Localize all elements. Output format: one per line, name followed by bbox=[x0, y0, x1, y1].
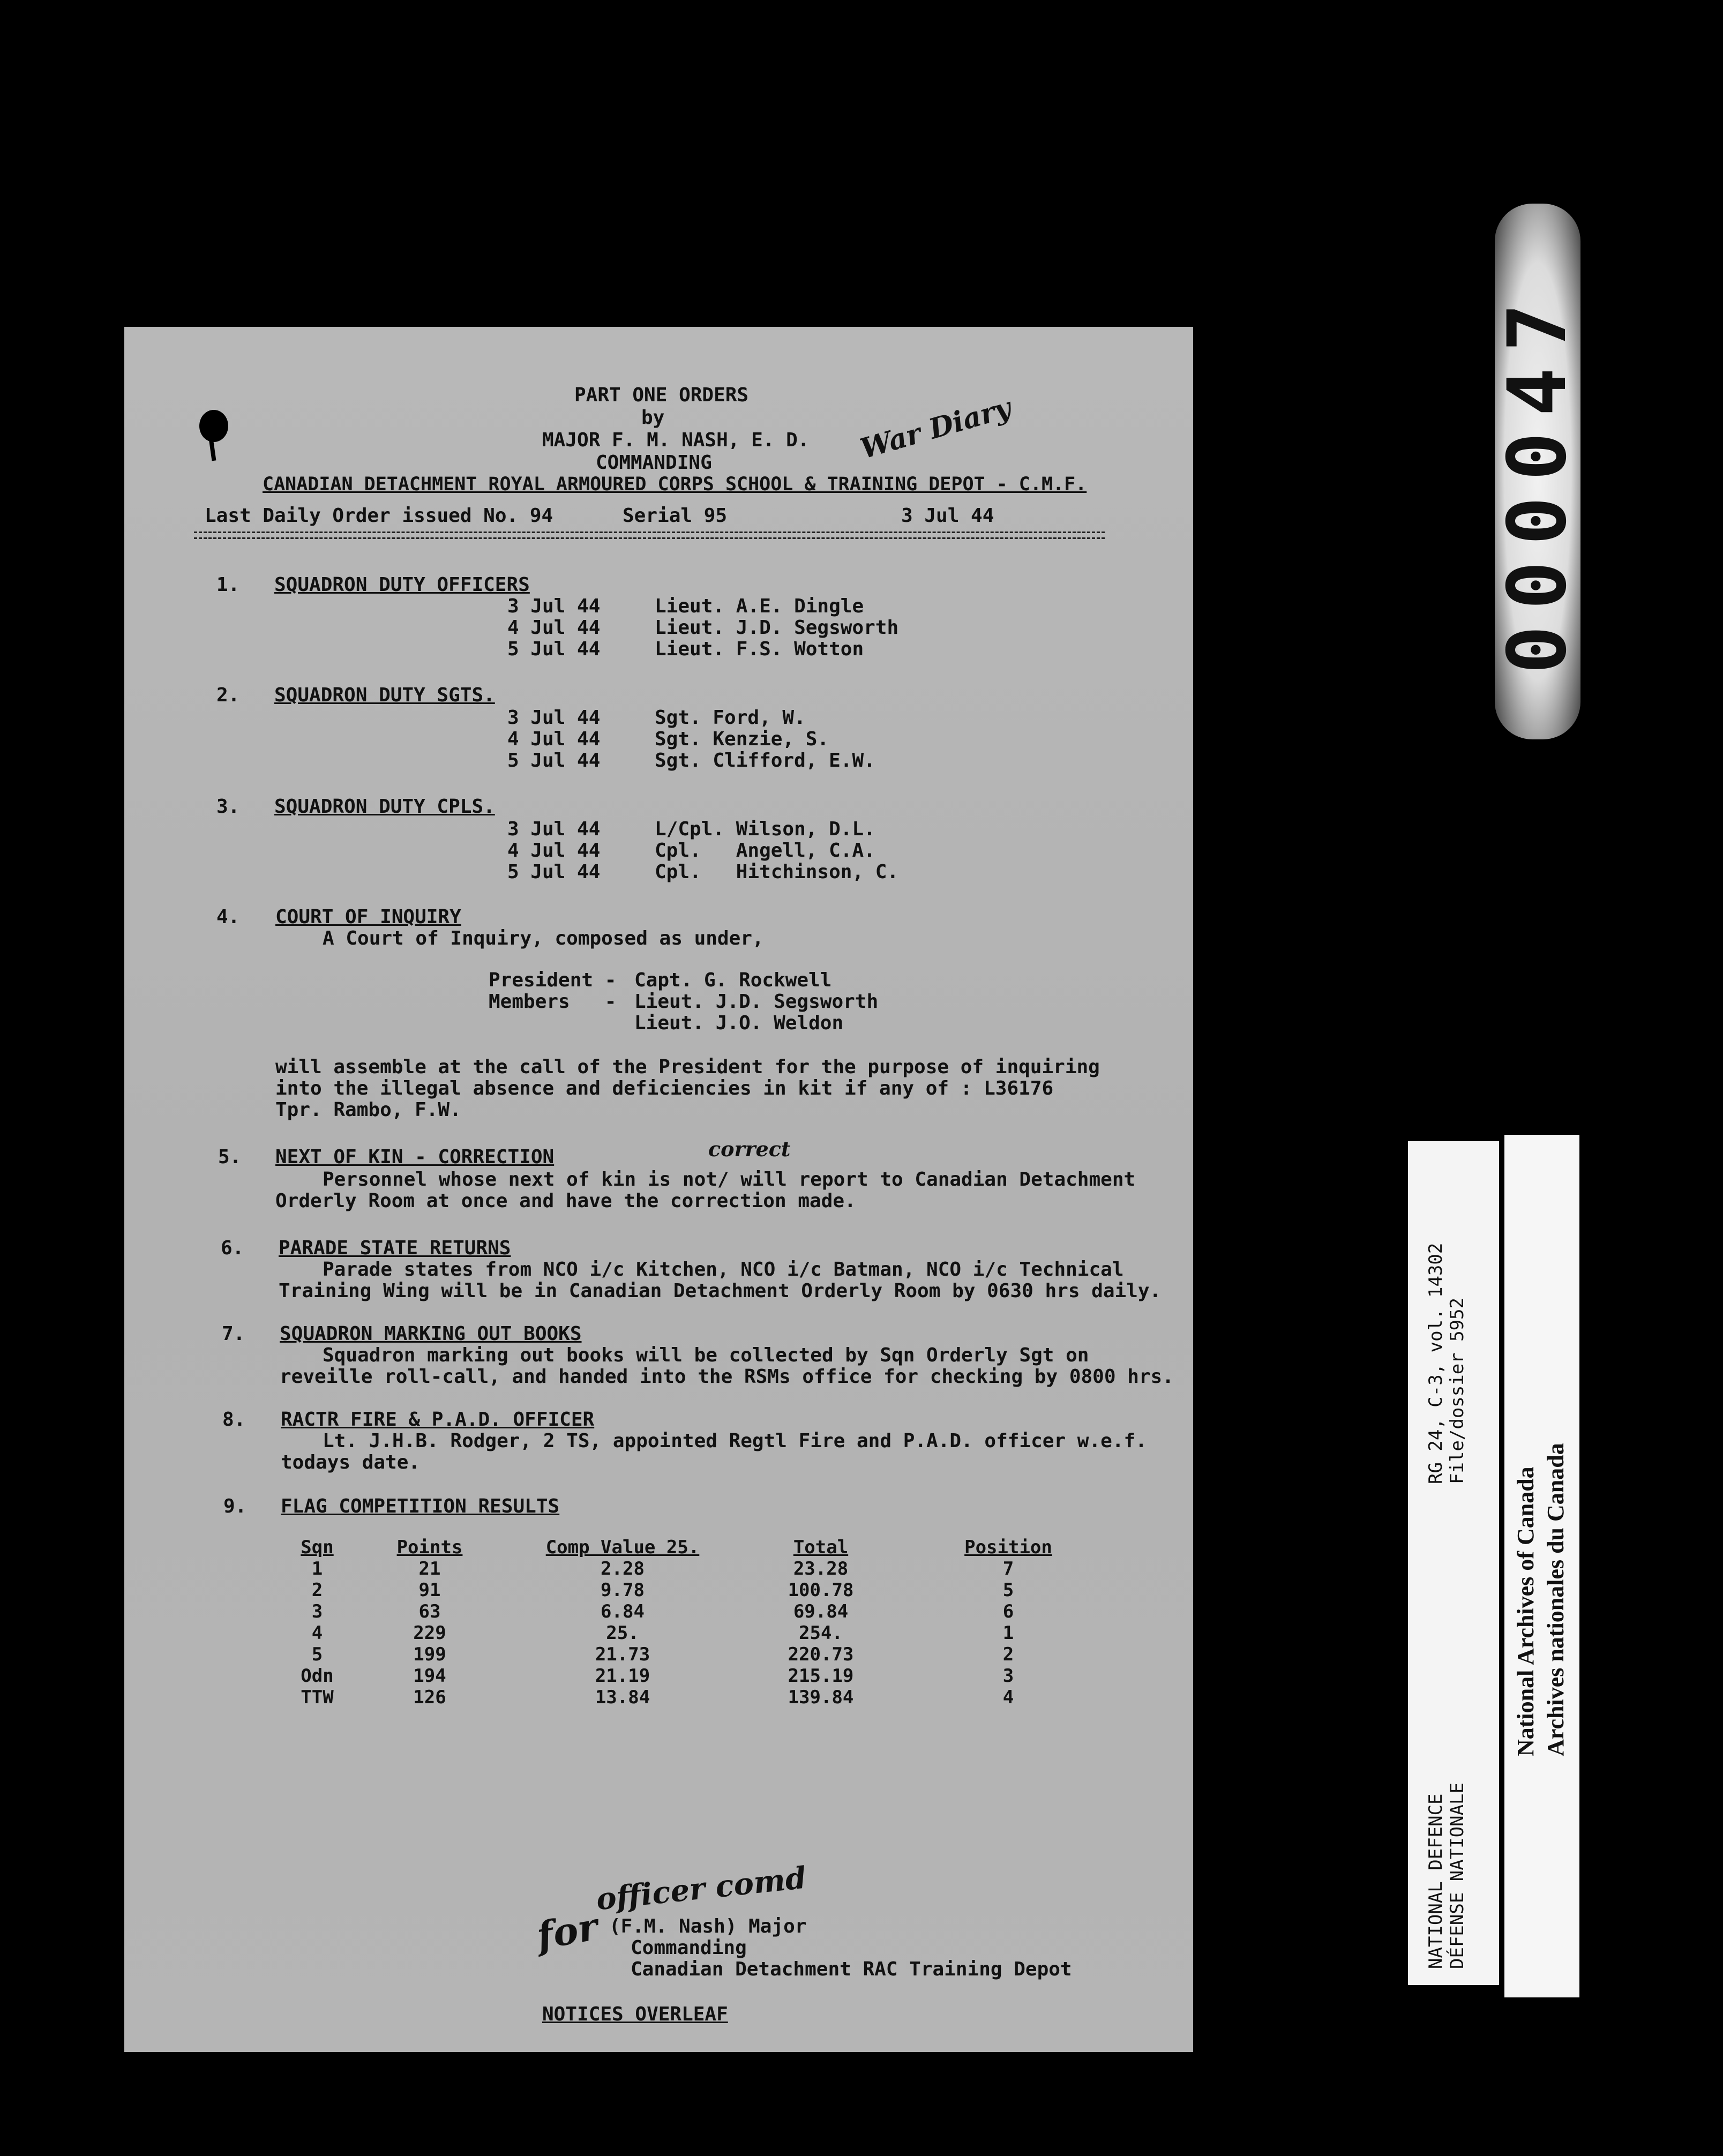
signature-for: for bbox=[533, 1904, 601, 1959]
table-cell: 199 bbox=[413, 1644, 446, 1665]
paragraph-text: Squadron marking out books will be collected by Sqn Orderly Sgt on bbox=[323, 1344, 1089, 1366]
frame-number: 000047 bbox=[1491, 287, 1584, 674]
serial: Serial 95 bbox=[623, 505, 728, 527]
table-cell: 13.84 bbox=[595, 1687, 650, 1708]
roster-date: 4 Jul 44 bbox=[507, 728, 601, 750]
roster-name: Lieut. J.D. Segsworth bbox=[655, 617, 899, 639]
archives-name-fr: Archives nationales du Canada bbox=[1542, 1443, 1569, 1756]
signatory: (F.M. Nash) Major bbox=[609, 1915, 807, 1937]
table-cell: TTW bbox=[301, 1687, 334, 1708]
table-cell: 4 bbox=[311, 1622, 323, 1644]
table-cell: 7 bbox=[1002, 1558, 1014, 1579]
table-cell: 6.84 bbox=[601, 1601, 645, 1622]
column-header: Comp Value 25. bbox=[545, 1537, 700, 1558]
doc-title: PART ONE ORDERS bbox=[574, 384, 749, 406]
signatory-role: Commanding bbox=[631, 1937, 747, 1959]
last-order: Last Daily Order issued No. 94 bbox=[205, 505, 553, 527]
paragraph-text: Training Wing will be in Canadian Detachment Orderly Room by 0630 hrs daily. bbox=[279, 1280, 1162, 1302]
board-member: Lieut. J.D. Segsworth bbox=[634, 991, 879, 1013]
column-header: Position bbox=[964, 1537, 1052, 1558]
archives-name-en: National Archives of Canada bbox=[1512, 1466, 1539, 1756]
table-row bbox=[280, 1665, 1115, 1687]
item-number: 6. bbox=[221, 1237, 244, 1259]
table-cell: 100.78 bbox=[788, 1579, 854, 1601]
dept-en: NATIONAL DEFENCE bbox=[1425, 1793, 1447, 1969]
table-cell: 5 bbox=[1002, 1579, 1014, 1601]
item-title: SQUADRON MARKING OUT BOOKS bbox=[280, 1323, 582, 1345]
table-cell: 2 bbox=[311, 1579, 323, 1601]
table-cell: 21 bbox=[418, 1558, 441, 1579]
item-number: 2. bbox=[216, 684, 240, 706]
handwritten-note: War Diary bbox=[857, 391, 1015, 466]
table-cell: 23.28 bbox=[793, 1558, 849, 1579]
roster-name: Sgt. Kenzie, S. bbox=[655, 728, 829, 750]
roster-name: Lieut. F.S. Wotton bbox=[655, 638, 864, 660]
board-member: Capt. G. Rockwell bbox=[634, 969, 832, 991]
table-cell: 63 bbox=[418, 1601, 441, 1622]
paragraph-text: Personnel whose next of kin is not/ will report to Canadian Detachment bbox=[323, 1169, 1136, 1191]
roster-date: 5 Jul 44 bbox=[507, 638, 601, 660]
roster-name: Cpl. Angell, C.A. bbox=[655, 840, 875, 862]
table-row bbox=[280, 1579, 1115, 1601]
table-cell: 139.84 bbox=[788, 1687, 854, 1708]
roster-date: 3 Jul 44 bbox=[507, 595, 601, 617]
doc-by: by bbox=[641, 407, 665, 429]
handwritten-insert: correct bbox=[708, 1137, 791, 1161]
separator-line bbox=[194, 531, 1105, 539]
paragraph-text: Parade states from NCO i/c Kitchen, NCO i/c Batman, NCO i/c Technical bbox=[323, 1259, 1124, 1281]
footer-note: NOTICES OVERLEAF bbox=[542, 2003, 728, 2025]
paragraph-text: reveille roll-call, and handed into the RSMs office for checking by 0800 hrs. bbox=[280, 1366, 1174, 1388]
table-cell: 25. bbox=[606, 1622, 639, 1644]
frame-number-strip bbox=[1491, 204, 1584, 739]
table-cell: Odn bbox=[301, 1665, 334, 1687]
table-header-row bbox=[280, 1537, 1115, 1558]
doc-unit: CANADIAN DETACHMENT ROYAL ARMOURED CORPS SCHOOL & TRAINING DEPOT - C.M.F. bbox=[263, 474, 1087, 495]
document-page bbox=[124, 327, 1193, 2052]
table-cell: 1 bbox=[1002, 1622, 1014, 1644]
paragraph-text: A Court of Inquiry, composed as under, bbox=[323, 927, 764, 949]
roster-name: Sgt. Clifford, E.W. bbox=[655, 750, 875, 772]
item-number: 7. bbox=[222, 1323, 245, 1345]
table-cell: 229 bbox=[413, 1622, 446, 1644]
paragraph-text: will assemble at the call of the President for the purpose of inquiring bbox=[275, 1056, 1100, 1078]
table-cell: 5 bbox=[311, 1644, 323, 1665]
table-cell: 254. bbox=[799, 1622, 843, 1644]
table-cell: 4 bbox=[1002, 1687, 1014, 1708]
signatory-unit: Canadian Detachment RAC Training Depot bbox=[631, 1958, 1072, 1980]
item-title: SQUADRON DUTY OFFICERS bbox=[274, 574, 530, 596]
paragraph-text: Tpr. Rambo, F.W. bbox=[275, 1099, 461, 1121]
item-number: 9. bbox=[223, 1495, 247, 1517]
board-label: Members - bbox=[489, 991, 617, 1013]
item-number: 3. bbox=[216, 796, 240, 818]
roster-date: 4 Jul 44 bbox=[507, 840, 601, 862]
paragraph-text: into the illegal absence and deficiencies in kit if any of : L36176 bbox=[275, 1077, 1054, 1099]
table-row bbox=[280, 1558, 1115, 1579]
order-date: 3 Jul 44 bbox=[901, 505, 994, 527]
table-row bbox=[280, 1687, 1115, 1708]
table-cell: 3 bbox=[1002, 1665, 1014, 1687]
item-number: 8. bbox=[222, 1409, 246, 1431]
signature-scrawl: officer comd bbox=[594, 1860, 808, 1918]
roster-name: Sgt. Ford, W. bbox=[655, 707, 806, 729]
roster-date: 5 Jul 44 bbox=[507, 861, 601, 883]
roster-name: L/Cpl. Wilson, D.L. bbox=[655, 818, 875, 840]
archive-reference-label bbox=[1408, 1141, 1499, 1985]
item-number: 5. bbox=[218, 1146, 242, 1168]
roster-date: 3 Jul 44 bbox=[507, 818, 601, 840]
item-number: 4. bbox=[216, 906, 240, 928]
table-cell: 91 bbox=[418, 1579, 441, 1601]
item-title: SQUADRON DUTY CPLS. bbox=[274, 796, 495, 818]
item-number: 1. bbox=[216, 574, 240, 596]
roster-date: 4 Jul 44 bbox=[507, 617, 601, 639]
paragraph-text: Orderly Room at once and have the correction made. bbox=[275, 1190, 856, 1212]
flag-results-table bbox=[280, 1537, 1115, 1708]
table-row bbox=[280, 1644, 1115, 1665]
paragraph-text: Lt. J.H.B. Rodger, 2 TS, appointed Regtl Fire and P.A.D. officer w.e.f. bbox=[323, 1430, 1147, 1452]
archive-ref-1: RG 24, C-3, vol. 14302 bbox=[1425, 1242, 1447, 1484]
board-member: Lieut. J.O. Weldon bbox=[634, 1012, 844, 1034]
item-title: SQUADRON DUTY SGTS. bbox=[274, 684, 495, 706]
table-row bbox=[280, 1601, 1115, 1622]
doc-commanding: COMMANDING bbox=[596, 452, 712, 474]
paragraph-text: todays date. bbox=[281, 1451, 421, 1473]
table-cell: 21.73 bbox=[595, 1644, 650, 1665]
ink-blot bbox=[199, 410, 228, 442]
table-row bbox=[280, 1622, 1115, 1644]
column-header: Sqn bbox=[301, 1537, 334, 1558]
item-title: FLAG COMPETITION RESULTS bbox=[281, 1495, 560, 1517]
item-title: PARADE STATE RETURNS bbox=[279, 1237, 511, 1259]
table-cell: 21.19 bbox=[595, 1665, 650, 1687]
dept-fr: DÉFENSE NATIONALE bbox=[1447, 1783, 1468, 1969]
roster-name: Lieut. A.E. Dingle bbox=[655, 595, 864, 617]
table-cell: 1 bbox=[311, 1558, 323, 1579]
table-cell: 6 bbox=[1002, 1601, 1014, 1622]
table-cell: 220.73 bbox=[788, 1644, 854, 1665]
roster-name: Cpl. Hitchinson, C. bbox=[655, 861, 899, 883]
roster-date: 5 Jul 44 bbox=[507, 750, 601, 772]
column-header: Points bbox=[396, 1537, 463, 1558]
national-archives-label bbox=[1504, 1135, 1579, 1997]
table-cell: 126 bbox=[413, 1687, 446, 1708]
table-cell: 69.84 bbox=[793, 1601, 849, 1622]
item-title: NEXT OF KIN - CORRECTION bbox=[275, 1146, 555, 1168]
table-cell: 9.78 bbox=[601, 1579, 645, 1601]
archive-ref-2: File/dossier 5952 bbox=[1447, 1298, 1468, 1484]
roster-date: 3 Jul 44 bbox=[507, 707, 601, 729]
doc-author: MAJOR F. M. NASH, E. D. bbox=[542, 429, 810, 451]
table-cell: 2 bbox=[1002, 1644, 1014, 1665]
table-cell: 194 bbox=[413, 1665, 446, 1687]
board-label: President - bbox=[489, 969, 617, 991]
table-cell: 3 bbox=[311, 1601, 323, 1622]
table-cell: 215.19 bbox=[788, 1665, 854, 1687]
table-cell: 2.28 bbox=[601, 1558, 645, 1579]
item-title: COURT OF INQUIRY bbox=[275, 906, 461, 928]
item-title: RACTR FIRE & P.A.D. OFFICER bbox=[281, 1409, 595, 1431]
column-header: Total bbox=[793, 1537, 849, 1558]
